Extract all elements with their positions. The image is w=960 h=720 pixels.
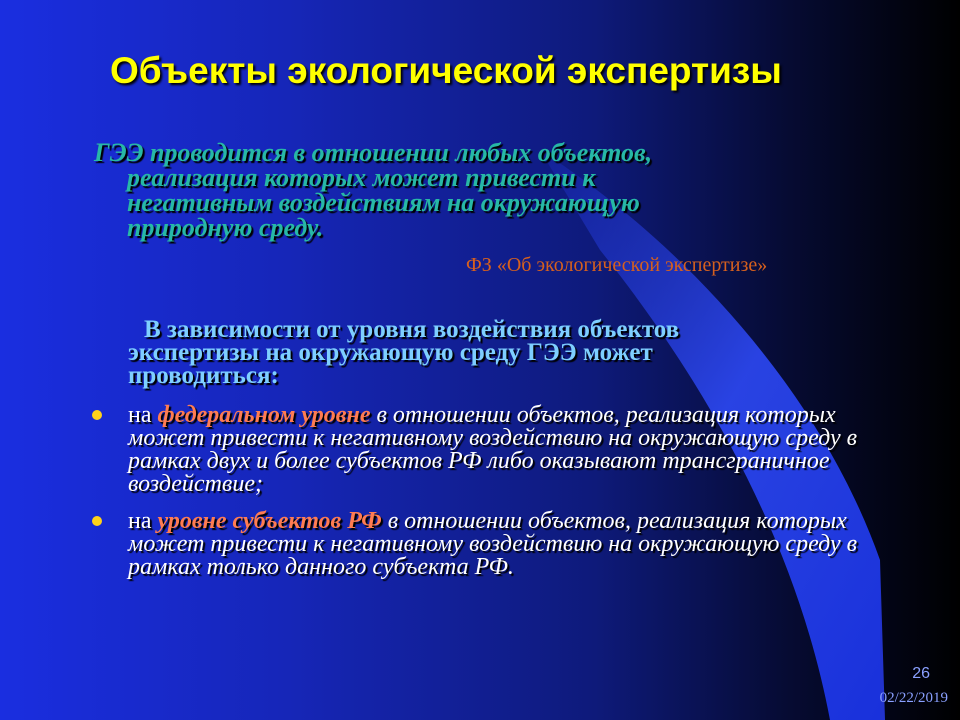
- bullet-body: в отношении объектов, реализация которых может привести к негативному воздействию на окружающую среду в рамках только данного субъекта РФ.: [128, 508, 858, 580]
- bullet-emphasis: федеральном уровне: [157, 402, 371, 428]
- bullet-emphasis: уровне субъектов РФ: [157, 508, 382, 534]
- intro-paragraph: [94, 140, 814, 240]
- bullet-dot-icon: [92, 410, 102, 420]
- slide-date: 02/22/2019: [879, 690, 948, 706]
- bullet-body: в отношении объектов, реализация которых может привести к негативному воздействию на окружающую среду в рамках двух и более субъектов РФ либо оказывают трансграничное воздействие;: [128, 402, 858, 497]
- lead-line-2: экспертизы на окружающую среду ГЭЭ может: [128, 339, 653, 366]
- bullet-prefix: на: [128, 508, 158, 534]
- slide-title: Объекты экологической экспертизы: [110, 50, 782, 91]
- list-item: [90, 404, 880, 496]
- intro-line-1: ГЭЭ проводится в отношении любых объектов,: [94, 138, 653, 167]
- bullet-text: [128, 510, 880, 579]
- intro-line-2: реализация которых может привести к: [127, 163, 596, 192]
- lead-line-1: В зависимости от уровня воздействия объектов: [144, 316, 680, 343]
- bullet-dot-icon: [92, 516, 102, 526]
- bullet-list: [90, 404, 880, 579]
- slide-number: 26: [912, 665, 930, 682]
- bullet-prefix: на: [128, 402, 158, 428]
- intro-line-4: природную среду.: [127, 213, 324, 242]
- lead-paragraph: [128, 318, 848, 387]
- bullet-text: [128, 404, 880, 496]
- list-item: [90, 510, 880, 579]
- intro-line-3: негативным воздействиям на окружающую: [127, 188, 640, 217]
- lead-line-3: проводиться:: [128, 362, 279, 389]
- law-reference: ФЗ «Об экологической экспертизе»: [466, 254, 768, 276]
